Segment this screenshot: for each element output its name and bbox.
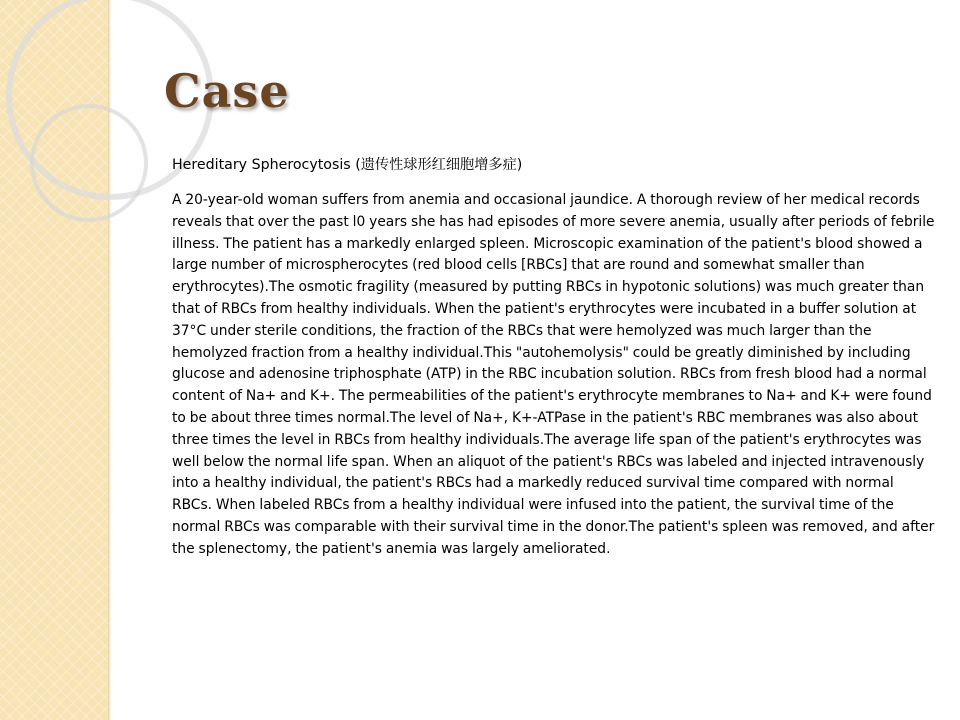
case-subtitle: Hereditary Spherocytosis (遗传性球形红细胞增多症) xyxy=(172,157,523,173)
case-description: A 20-year-old woman suffers from anemia and occasional jaundice. A thorough review of her medical records reveals that over the past l0 years she has had episodes of more severe anemia, usually after periods of febrile illness. The patient has a markedly enlarged spleen. Microscopic examination of the patient's blood showed a large number of microspherocytes (red blood cells [RBCs] that are round and somewhat smaller than erythrocytes).The osmotic fragility (measured by putting RBCs in hypotonic solutions) was much greater than that of RBCs from healthy individuals. When the patient's erythrocytes were incubated in a buffer solution at 37°C under sterile conditions, the fraction of the RBCs that were hemolyzed was much larger than the hemolyzed fraction from a healthy individual.This "autohemolysis" could be greatly diminished by including glucose and adenosine triphosphate (ATP) in the RBC incubation solution. RBCs from fresh blood had a normal content of Na+ and K+. The permeabilities of the patient's erythrocyte membranes to Na+ and K+ were found to be about three times normal.The level of Na+, K+-ATPase in the patient's RBC membranes was also about three times the level in RBCs from healthy individuals.The average life span of the patient's erythrocytes was well below the normal life span. When an aliquot of the patient's RBCs was labeled and injected intravenously into a healthy individual, the patient's RBCs had a markedly reduced survival time compared with normal RBCs. When labeled RBCs from a healthy individual were infused into the patient, the survival time of the normal RBCs was comparable with their survival time in the donor.The patient's spleen was removed, and after the splenectomy, the patient's anemia was largely ameliorated. xyxy=(172,192,935,557)
decorative-ring-small xyxy=(30,104,148,222)
slide-title: Case xyxy=(164,64,290,118)
